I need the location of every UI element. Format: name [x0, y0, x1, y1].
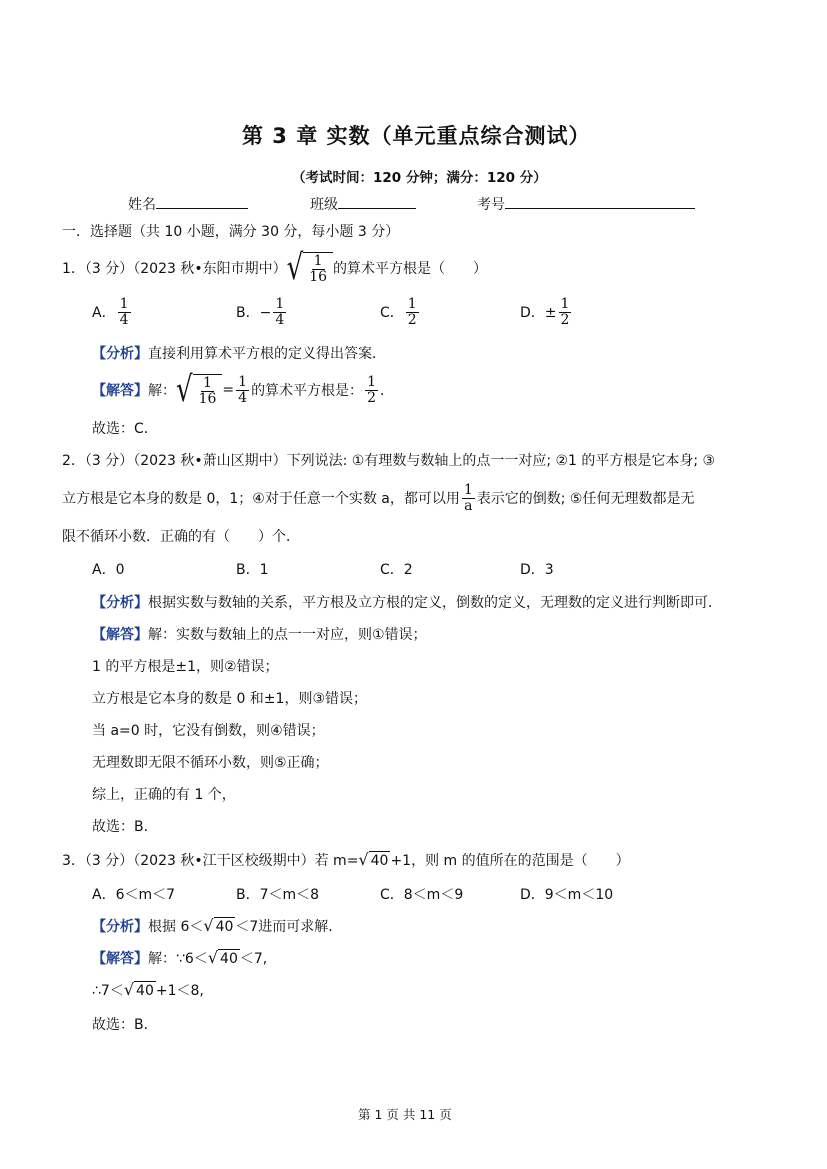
- analysis-tag: 【分析】: [92, 595, 148, 611]
- q2-line1: 2．（3 分）（2023 秋•萧山区期中）下列说法: ①有理数与数轴上的点一一对应; ②1 的平方根是它本身; ③: [62, 453, 716, 469]
- class-label: 班级: [310, 197, 338, 213]
- q1-option-c: C． $\frac{1}{2}$: [380, 296, 417, 328]
- page-title: 第 3 章 实数（单元重点综合测试）: [242, 124, 591, 148]
- q3-analysis: 【分析】 根据 6＜ √ 40 ＜7进而可求解．: [92, 916, 343, 935]
- q1-answer: 【解答】 解： √ $\frac{1}{16}$ = $\frac{1}{4}$ 的算术平方根是： $\frac{1}{2}$ ．: [92, 369, 394, 411]
- q1-option-d: D．± $\frac{1}{2}$: [520, 296, 570, 328]
- q2-answer-4: 当 a=0 时，它没有倒数，则④错误；: [92, 723, 325, 739]
- analysis-tag: 【分析】: [92, 346, 148, 362]
- q3-option-b: B．7＜m＜8: [236, 887, 320, 903]
- question-3: 3．（3 分）（2023 秋•江干区校级期中）若 m= √ 40 +1，则 m 的值所在的范围是（ ）: [62, 850, 630, 869]
- analysis-tag: 【分析】: [92, 919, 148, 935]
- question-1: [62, 247, 488, 289]
- q3-answer-2: ∴7＜ √ 40 +1＜8,: [92, 980, 204, 999]
- q2-line2: 立方根是它本身的数是 0，1；④对于任意一个实数 a，都可以用 $\frac{1}{a}$ 表示它的倒数; ⑤任何无理数都是无: [62, 481, 695, 514]
- q1-option-b: B．− $\frac{1}{4}$: [236, 296, 285, 328]
- name-field[interactable]: [128, 194, 248, 214]
- name-label: 姓名: [128, 197, 156, 213]
- number-label: 考号: [477, 197, 505, 213]
- exam-info: （考试时间：120 分钟；满分：120 分）: [292, 170, 547, 186]
- name-blank[interactable]: [156, 195, 248, 209]
- q2-answer-5: 无理数即无限不循环小数，则⑤正确；: [92, 755, 329, 771]
- q3-option-d: D．9＜m＜10: [520, 887, 614, 903]
- q2-answer-2: 1 的平方根是±1，则②错误；: [92, 659, 279, 675]
- answer-tag: 【解答】: [92, 383, 148, 399]
- q1-prefix: 1．（3 分）（2023 秋•东阳市期中）: [62, 261, 287, 277]
- q2-answer-3: 立方根是它本身的数是 0 和±1，则③错误；: [92, 691, 367, 707]
- q2-answer-6: 综上，正确的有 1 个，: [92, 787, 236, 803]
- answer-tag: 【解答】: [92, 627, 148, 643]
- q2-option-c: C．2: [380, 562, 413, 578]
- page-footer: 第 1 页 共 11 页: [358, 1107, 452, 1122]
- q1-radical: √ $\frac{1}{16}$: [287, 252, 333, 284]
- number-blank[interactable]: [505, 195, 695, 209]
- q2-option-b: B．1: [236, 562, 269, 578]
- q1-option-a: A． $\frac{1}{4}$: [92, 296, 129, 328]
- class-blank[interactable]: [338, 195, 416, 209]
- q1-answer-radical: √ $\frac{1}{16}$: [176, 374, 222, 406]
- q1-choice: 故选：C．: [92, 421, 158, 437]
- number-field[interactable]: [477, 194, 695, 214]
- q2-analysis: 【分析】根据实数与数轴的关系，平方根及立方根的定义，倒数的定义，无理数的定义进行判断即可．: [92, 595, 722, 611]
- q3-option-c: C．8＜m＜9: [380, 887, 464, 903]
- q3-option-a: A．6＜m＜7: [92, 887, 176, 903]
- section-heading: 一．选择题（共 10 小题，满分 30 分，每小题 3 分）: [62, 224, 400, 240]
- q2-answer-1: 【解答】解：实数与数轴上的点一一对应，则①错误；: [92, 627, 427, 643]
- class-field[interactable]: [310, 194, 416, 214]
- q3-answer-1: 【解答】 解：∵6＜ √ 40 ＜7,: [92, 948, 268, 967]
- q3-choice: 故选：B．: [92, 1017, 158, 1033]
- q2-option-a: A．0: [92, 562, 125, 578]
- q1-analysis: 【分析】直接利用算术平方根的定义得出答案．: [92, 346, 386, 362]
- answer-tag: 【解答】: [92, 951, 148, 967]
- q2-line3: 限不循环小数．正确的有（ ）个．: [62, 529, 300, 545]
- q2-option-d: D．3: [520, 562, 554, 578]
- q2-choice: 故选：B．: [92, 819, 158, 835]
- q1-suffix: 的算术平方根是（ ）: [333, 261, 488, 277]
